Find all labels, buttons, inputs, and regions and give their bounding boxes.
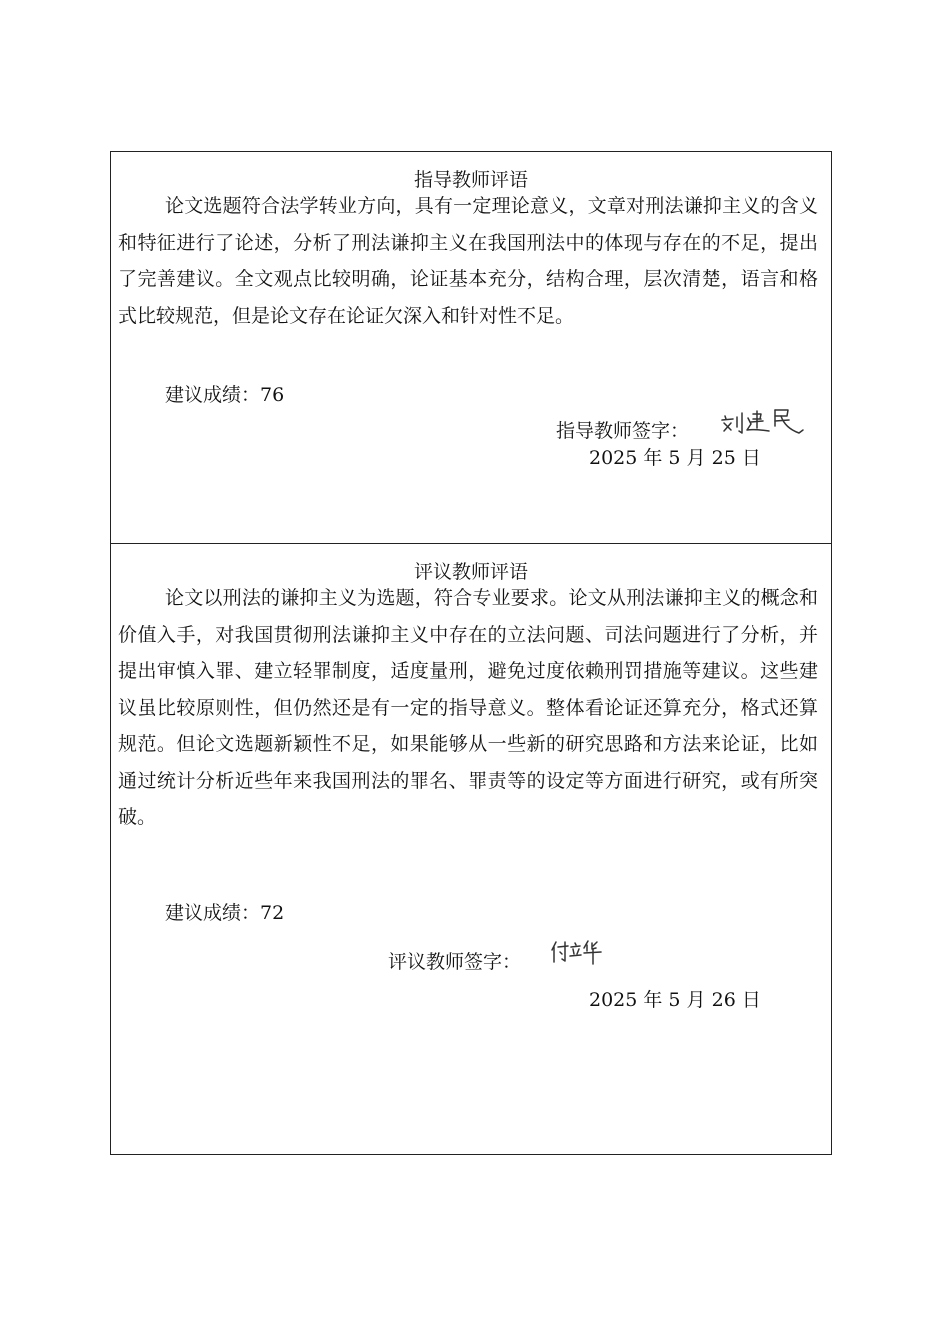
advisor-suggested-grade: 建议成绩：76 [165,384,285,406]
advisor-handwritten-signature [717,406,813,436]
advisor-comment-text: 论文选题符合法学转业方向，具有一定理论意义，文章对刑法谦抑主义的含义和特征进行了论述，分析了刑法谦抑主义在我国刑法中的体现与存在的不足，提出了完善建议。全文观点比较明确，论证基本充分，结构合理，层次清楚，语言和格式比较规范，但是论文存在论证欠深入和针对性不足。 [118,195,818,327]
reviewer-signature-label: 评议教师签字： [388,951,522,973]
reviewer-date: 2025 年 5 月 26 日 [589,989,761,1011]
advisor-date: 2025 年 5 月 25 日 [589,447,761,469]
advisor-section-title: 指导教师评语 [413,169,528,191]
reviewer-suggested-grade: 建议成绩：72 [165,902,285,924]
reviewer-comment-text: 论文以刑法的谦抑主义为选题，符合专业要求。论文从刑法谦抑主义的概念和价值入手，对我国贯彻刑法谦抑主义中存在的立法问题、司法问题进行了分析，并提出审慎入罪、建立轻罪制度，适度量刑，避免过度依赖刑罚措施等建议。这些建议虽比较原则性，但仍然还是有一定的指导意义。整体看论证还算充分，格式还算规范。但论文选题新颖性不足，如果能够从一些新的研究思路和方法来论证，比如通过统计分析近些年来我国刑法的罪名、罪责等的设定等方面进行研究，或有所突破。 [118,587,818,828]
reviewer-handwritten-signature [549,938,605,966]
evaluation-table [110,151,832,1155]
advisor-signature-label: 指导教师签字： [556,420,690,442]
reviewer-section-title: 评议教师评语 [413,561,528,583]
advisor-comment-section [111,152,831,544]
reviewer-comment-section [111,544,831,1154]
